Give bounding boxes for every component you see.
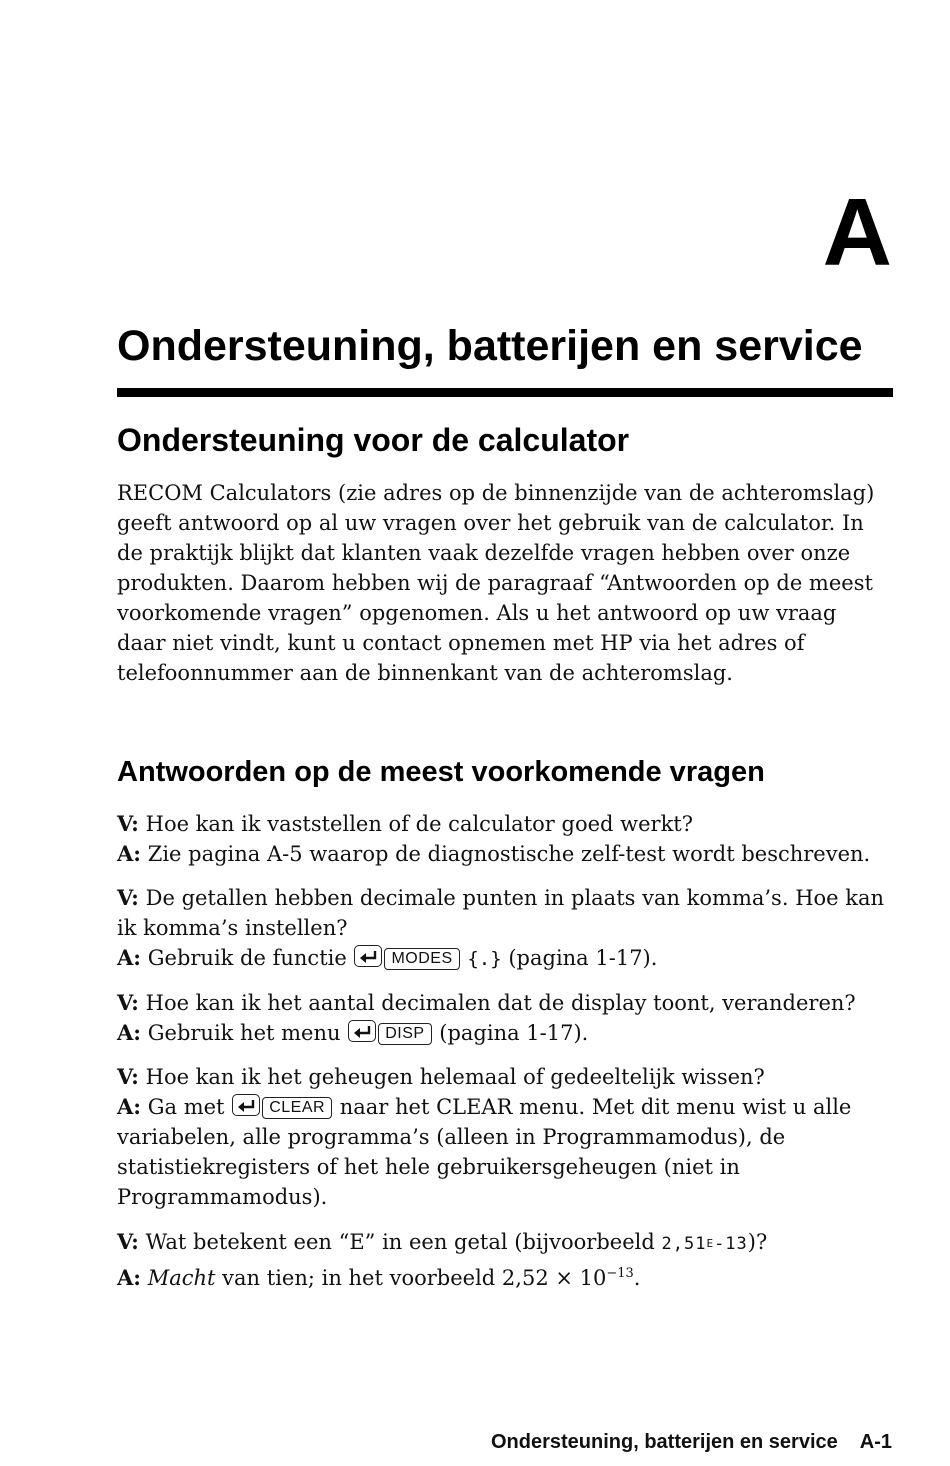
left-shift-key-icon [354,945,382,967]
title-rule [117,388,893,397]
answer-exponent: −13 [606,1266,634,1281]
answer-text-end: . [633,1266,641,1290]
display-exponent-marker: E [706,1237,715,1250]
answer-text-end: (pagina 1-17). [439,1021,589,1045]
qa-item-3 [117,988,887,1048]
qa-item-4 [117,1062,887,1212]
a-label: A: [117,1020,142,1045]
question-text: Wat betekent een “E” in een getal (bijvoorbeeld [145,1230,655,1254]
menu-key-decimal: {.} [467,948,502,970]
question-text-end: )? [747,1230,768,1254]
answer-italic-term: Macht [147,1266,216,1290]
question-3 [117,988,887,1018]
question-text: Hoe kan ik het geheugen helemaal of gedeeltelijk wissen? [145,1065,765,1089]
chapter-title: Ondersteuning, batterijen en service [117,322,863,370]
disp-key: DISP [378,1023,431,1045]
display-example [661,1234,747,1254]
answer-text: Gebruik de functie [147,946,347,970]
answer-text: Gebruik het menu [147,1021,341,1045]
page-number: A-1 [859,1431,892,1453]
qa-item-2 [117,883,887,974]
answer-5 [117,1259,887,1293]
answer-text: van tien; in het voorbeeld 2,52 × 10 [222,1266,607,1290]
answer-3 [117,1018,887,1048]
q-label: V: [117,1064,139,1089]
a-label: A: [117,945,142,970]
qa-item-5 [117,1227,887,1293]
answer-text: Zie pagina A-5 waarop de diagnostische zelf-test wordt beschreven. [147,842,871,866]
answer-text-end: (pagina 1-17). [508,946,658,970]
chapter-letter: A [822,179,892,286]
question-2 [117,883,887,943]
display-mantissa: 2,51 [661,1234,707,1254]
section-heading-faq: Antwoorden op de meest voorkomende vragen [117,756,765,788]
modes-key: MODES [384,948,459,970]
page-footer [491,1431,892,1454]
qa-item-1 [117,809,887,869]
question-5 [117,1227,887,1259]
q-label: V: [117,990,139,1015]
left-shift-key-icon [232,1094,260,1116]
q-label: V: [117,885,139,910]
answer-1 [117,839,887,869]
question-text: De getallen hebben decimale punten in plaats van komma’s. Hoe kan ik komma’s instellen? [117,886,885,940]
left-shift-key-icon [348,1020,376,1042]
answer-2 [117,943,887,974]
q-label: V: [117,1229,139,1254]
a-label: A: [117,1094,142,1119]
question-1 [117,809,887,839]
question-text: Hoe kan ik vaststellen of de calculator goed werkt? [145,812,693,836]
question-text: Hoe kan ik het aantal decimalen dat de display toont, veranderen? [145,991,856,1015]
a-label: A: [117,841,142,866]
section-heading-support: Ondersteuning voor de calculator [117,422,630,458]
display-exponent: -13 [714,1234,748,1254]
footer-title: Ondersteuning, batterijen en service [490,1431,838,1453]
answer-text: Ga met [147,1095,225,1119]
support-paragraph: RECOM Calculators (zie adres op de binnenzijde van de achteromslag) geeft antwoord op al uw vragen over het gebruik van de calculator. In de praktijk blijkt dat klanten vaak dezelfde vragen hebben over onze produkten. Daarom hebben wij de paragraaf “Antwoorden op de meest voorkomende vragen” opgenomen. Als u het antwoord op uw vraag daar niet vindt, kunt u contact opnemen met HP via het adres of telefoonnummer aan de binnenkant van de achteromslag. [117,481,875,685]
a-label: A: [117,1265,142,1290]
question-4 [117,1062,887,1092]
answer-4 [117,1092,862,1212]
answer-text-end: naar het CLEAR menu. Met dit menu wist u alle variabelen, alle programma’s (alleen in Programmamodus), de statistiekregisters of het hele gebruikersgeheugen (niet in Programmamodus). [117,1095,852,1209]
clear-key: CLEAR [262,1097,332,1119]
q-label: V: [117,811,139,836]
